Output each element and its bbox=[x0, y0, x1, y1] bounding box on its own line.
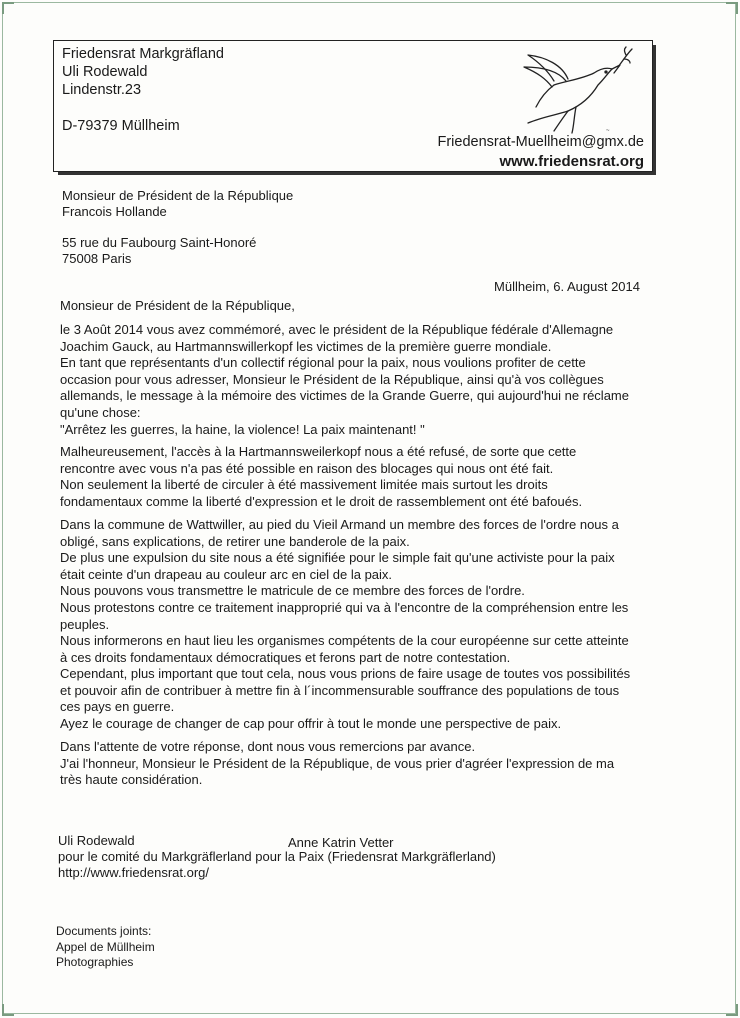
paragraph-1 bbox=[60, 322, 642, 438]
text-line: était ceinte d'un drapeau au couleur arc en ciel de la paix. bbox=[60, 566, 393, 582]
text-line: Non seulement la liberté de circuler à été massivement limitée mais surtout les droits bbox=[60, 477, 548, 493]
text-line: peuples. bbox=[60, 616, 110, 632]
dove-of-peace-icon bbox=[506, 45, 636, 135]
text-line: Nous protestons contre ce traitement inapproprié qui va à l'encontre de la compréhension entre les bbox=[60, 599, 629, 615]
artist-signature: ~ bbox=[606, 128, 610, 134]
text-line: Dans l'attente de votre réponse, dont nous vous remercions par avance. bbox=[60, 739, 476, 754]
attachments bbox=[56, 924, 155, 971]
text-line: à ces droits fondamentaux démocratiques et ferons part de notre contestation. bbox=[60, 649, 511, 665]
text-line: "Arrêtez les guerres, la haine, la violence! La paix maintenant! " bbox=[60, 421, 425, 437]
sender-street: Lindenstr.23 bbox=[62, 82, 142, 98]
text-line: fondamentaux comme la liberté d'expression et le droit de rassemblement ont été bafoués. bbox=[60, 493, 583, 509]
text-line: Nous pouvons vous transmettre le matricule de ce membre des forces de l'ordre. bbox=[60, 583, 525, 599]
recipient-city: 75008 Paris bbox=[62, 251, 132, 267]
sender-city: D-79379 Müllheim bbox=[62, 118, 180, 134]
paragraph-3 bbox=[60, 517, 642, 666]
paragraph-4 bbox=[60, 666, 642, 732]
signature-committee: pour le comité du Markgräflerland pour la Paix (Friedensrat Markgräflerland) bbox=[58, 849, 496, 864]
text-line: J'ai l'honneur, Monsieur le Président de la République, de vous prier d'agréer l'expression de ma bbox=[60, 755, 615, 771]
scan-corner-mark bbox=[726, 1004, 738, 1016]
text-line: qu'une chose: bbox=[60, 404, 141, 420]
recipient-block bbox=[62, 188, 293, 221]
text-line: Dans la commune de Wattwiller, au pied du Vieil Armand un membre des forces de l'ordre nous a bbox=[60, 517, 619, 532]
text-line: et pouvoir afin de contribuer à mettre fin à l´incommensurable souffrance des populations de tous bbox=[60, 682, 620, 698]
text-line: obligé, sans explications, de retirer une banderole de la paix. bbox=[60, 533, 410, 549]
text-line: Cependant, plus important que tout cela, nous vous prions de faire usage de toutes vos possibilités bbox=[60, 666, 631, 681]
paragraph-2 bbox=[60, 444, 642, 510]
text-line: Joachim Gauck, au Hartmannswillerkopf les victimes de la première guerre mondiale. bbox=[60, 338, 552, 354]
text-line: En tant que représentants d'un collectif régional pour la paix, nous voulions profiter de cette bbox=[60, 355, 586, 371]
recipient-street: 55 rue du Faubourg Saint-Honoré bbox=[62, 235, 257, 250]
salutation: Monsieur de Président de la République, bbox=[60, 298, 295, 313]
attachment-item: Appel de Müllheim bbox=[56, 939, 155, 954]
sender-email: Friedensrat-Muellheim@gmx.de bbox=[437, 134, 644, 150]
text-line: le 3 Août 2014 vous avez commémoré, avec le président de la République fédérale d'Allemagne bbox=[60, 322, 614, 337]
text-line: très haute considération. bbox=[60, 772, 203, 788]
signatory-1: Uli Rodewald bbox=[58, 833, 135, 848]
sender-org: Friedensrat Markgräfland bbox=[62, 46, 224, 62]
scan-corner-mark bbox=[2, 1004, 14, 1016]
text-line: Malheureusement, l'accès à la Hartmannsweilerkopf nous a été refusé, de sorte que cette bbox=[60, 444, 577, 459]
sender-contact bbox=[437, 133, 644, 171]
signatory-2: Anne Katrin Vetter bbox=[288, 835, 394, 850]
text-line: occasion pour vous adresser, Monsieur le Président de la République, ainsi qu'à vos collègues bbox=[60, 371, 604, 387]
sender-name: Uli Rodewald bbox=[62, 64, 148, 80]
letter-date: Müllheim, 6. August 2014 bbox=[494, 279, 640, 294]
scan-corner-mark bbox=[2, 2, 14, 14]
attachment-item: Photographies bbox=[56, 955, 134, 970]
recipient-title: Monsieur de Président de la République bbox=[62, 188, 294, 203]
recipient-address bbox=[62, 235, 256, 268]
sender-website: www.friedensrat.org bbox=[499, 153, 644, 170]
text-line: ces pays en guerre. bbox=[60, 699, 175, 715]
text-line: De plus une expulsion du site nous a été signifiée pour le simple fait qu'une activiste pour la paix bbox=[60, 550, 615, 566]
text-line: Ayez le courage de changer de cap pour offrir à tout le monde une perspective de paix. bbox=[60, 715, 562, 731]
text-line: Nous informerons en haut lieu les organismes compétents de la cour européenne sur cette atteinte bbox=[60, 633, 629, 649]
signature-url[interactable]: http://www.friedensrat.org/ bbox=[58, 865, 210, 880]
scan-corner-mark bbox=[726, 2, 738, 14]
text-line: allemands, le message à la mémoire des victimes de la Grande Guerre, qui aujourd'hui ne réclame bbox=[60, 388, 629, 404]
recipient-name: Francois Hollande bbox=[62, 204, 167, 220]
text-line: rencontre avec vous n'a pas été possible en raison des blocages qui nous ont été fait. bbox=[60, 460, 554, 476]
sender-address bbox=[62, 45, 224, 135]
attachments-heading: Documents joints: bbox=[56, 924, 152, 938]
paragraph-5 bbox=[60, 739, 642, 789]
letterhead bbox=[53, 40, 653, 172]
